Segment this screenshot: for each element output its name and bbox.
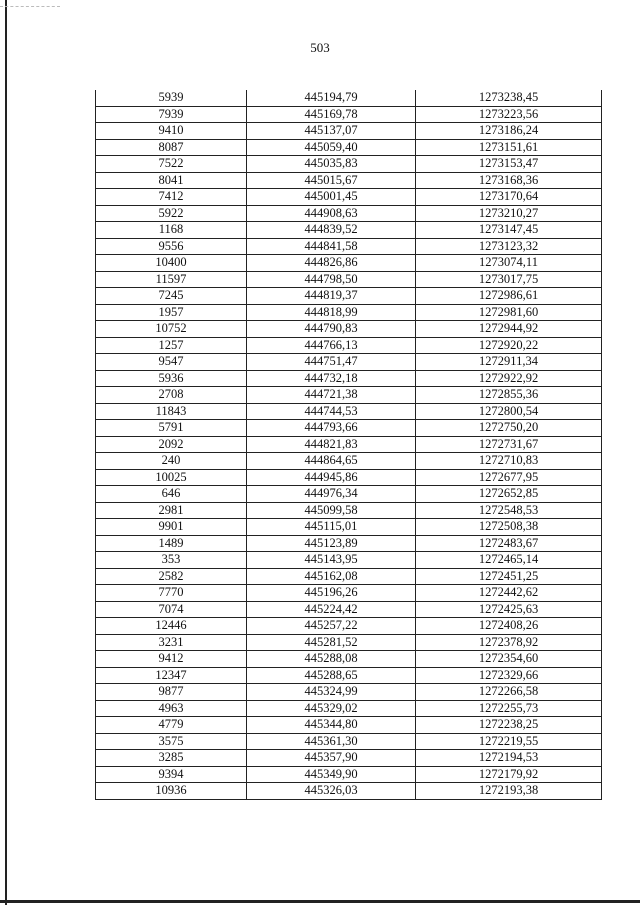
table-row — [96, 634, 602, 651]
y-coordinate-cell: 1273153,47 — [416, 156, 602, 173]
x-coordinate-cell: 445123,89 — [247, 535, 416, 552]
x-coordinate-cell: 444751,47 — [247, 354, 416, 371]
y-coordinate-cell: 1272179,92 — [416, 766, 602, 783]
table-body — [96, 90, 602, 799]
y-coordinate-cell: 1272800,54 — [416, 403, 602, 420]
point-id-cell: 10025 — [96, 469, 247, 486]
point-id-cell: 3285 — [96, 750, 247, 767]
y-coordinate-cell: 1272981,60 — [416, 304, 602, 321]
y-coordinate-cell: 1272710,83 — [416, 453, 602, 470]
y-coordinate-cell: 1273238,45 — [416, 90, 602, 106]
point-id-cell: 4963 — [96, 700, 247, 717]
x-coordinate-cell: 445288,65 — [247, 667, 416, 684]
x-coordinate-cell: 444976,34 — [247, 486, 416, 503]
point-id-cell: 7522 — [96, 156, 247, 173]
y-coordinate-cell: 1272442,62 — [416, 585, 602, 602]
point-id-cell: 7770 — [96, 585, 247, 602]
table-row — [96, 205, 602, 222]
x-coordinate-cell: 444798,50 — [247, 271, 416, 288]
y-coordinate-cell: 1272354,60 — [416, 651, 602, 668]
table-row — [96, 453, 602, 470]
point-id-cell: 2092 — [96, 436, 247, 453]
page-number: 503 — [310, 40, 330, 55]
y-coordinate-cell: 1273223,56 — [416, 106, 602, 123]
x-coordinate-cell: 444839,52 — [247, 222, 416, 239]
point-id-cell: 9410 — [96, 123, 247, 140]
x-coordinate-cell: 444818,99 — [247, 304, 416, 321]
y-coordinate-cell: 1272425,63 — [416, 601, 602, 618]
y-coordinate-cell: 1273210,27 — [416, 205, 602, 222]
table-row — [96, 337, 602, 354]
y-coordinate-cell: 1272483,67 — [416, 535, 602, 552]
point-id-cell: 11843 — [96, 403, 247, 420]
x-coordinate-cell: 444821,83 — [247, 436, 416, 453]
point-id-cell: 9877 — [96, 684, 247, 701]
table-row — [96, 535, 602, 552]
point-id-cell: 1257 — [96, 337, 247, 354]
table-row — [96, 420, 602, 437]
y-coordinate-cell: 1272508,38 — [416, 519, 602, 536]
point-id-cell: 7939 — [96, 106, 247, 123]
x-coordinate-cell: 444945,86 — [247, 469, 416, 486]
point-id-cell: 5922 — [96, 205, 247, 222]
y-coordinate-cell: 1272920,22 — [416, 337, 602, 354]
point-id-cell: 7245 — [96, 288, 247, 305]
table-row — [96, 502, 602, 519]
x-coordinate-cell: 445288,08 — [247, 651, 416, 668]
point-id-cell: 4779 — [96, 717, 247, 734]
y-coordinate-cell: 1272677,95 — [416, 469, 602, 486]
point-id-cell: 3231 — [96, 634, 247, 651]
x-coordinate-cell: 444793,66 — [247, 420, 416, 437]
point-id-cell: 2981 — [96, 502, 247, 519]
coordinates-table — [95, 90, 602, 800]
table-row — [96, 585, 602, 602]
table-row — [96, 238, 602, 255]
x-coordinate-cell: 445143,95 — [247, 552, 416, 569]
x-coordinate-cell: 444766,13 — [247, 337, 416, 354]
point-id-cell: 5936 — [96, 370, 247, 387]
x-coordinate-cell: 445001,45 — [247, 189, 416, 206]
table-row — [96, 354, 602, 371]
table-row — [96, 255, 602, 272]
x-coordinate-cell: 445326,03 — [247, 783, 416, 800]
x-coordinate-cell: 445349,90 — [247, 766, 416, 783]
table-row — [96, 618, 602, 635]
point-id-cell: 10400 — [96, 255, 247, 272]
table-row — [96, 684, 602, 701]
point-id-cell: 8087 — [96, 139, 247, 156]
table-row — [96, 469, 602, 486]
table-row — [96, 568, 602, 585]
table-row — [96, 519, 602, 536]
table-row — [96, 288, 602, 305]
x-coordinate-cell: 445344,80 — [247, 717, 416, 734]
x-coordinate-cell: 445324,99 — [247, 684, 416, 701]
y-coordinate-cell: 1272922,92 — [416, 370, 602, 387]
table-row — [96, 601, 602, 618]
y-coordinate-cell: 1272451,25 — [416, 568, 602, 585]
y-coordinate-cell: 1272944,92 — [416, 321, 602, 338]
x-coordinate-cell: 445361,30 — [247, 733, 416, 750]
y-coordinate-cell: 1272238,25 — [416, 717, 602, 734]
y-coordinate-cell: 1272255,73 — [416, 700, 602, 717]
x-coordinate-cell: 445015,67 — [247, 172, 416, 189]
x-coordinate-cell: 445059,40 — [247, 139, 416, 156]
x-coordinate-cell: 445329,02 — [247, 700, 416, 717]
x-coordinate-cell: 445137,07 — [247, 123, 416, 140]
point-id-cell: 2708 — [96, 387, 247, 404]
y-coordinate-cell: 1272329,66 — [416, 667, 602, 684]
table-row — [96, 321, 602, 338]
table-row — [96, 139, 602, 156]
x-coordinate-cell: 444819,37 — [247, 288, 416, 305]
y-coordinate-cell: 1273151,61 — [416, 139, 602, 156]
table-row — [96, 750, 602, 767]
coordinates-table-container — [95, 90, 598, 800]
table-row — [96, 123, 602, 140]
table-row — [96, 403, 602, 420]
table-row — [96, 304, 602, 321]
x-coordinate-cell: 445224,42 — [247, 601, 416, 618]
point-id-cell: 12446 — [96, 618, 247, 635]
y-coordinate-cell: 1272378,92 — [416, 634, 602, 651]
y-coordinate-cell: 1272194,53 — [416, 750, 602, 767]
x-coordinate-cell: 445169,78 — [247, 106, 416, 123]
point-id-cell: 1168 — [96, 222, 247, 239]
scan-edge-top — [0, 6, 60, 7]
point-id-cell: 353 — [96, 552, 247, 569]
table-row — [96, 700, 602, 717]
x-coordinate-cell: 445162,08 — [247, 568, 416, 585]
table-row — [96, 106, 602, 123]
table-row — [96, 90, 602, 106]
point-id-cell: 7412 — [96, 189, 247, 206]
point-id-cell: 9412 — [96, 651, 247, 668]
x-coordinate-cell: 445357,90 — [247, 750, 416, 767]
table-row — [96, 436, 602, 453]
table-row — [96, 783, 602, 800]
x-coordinate-cell: 444864,65 — [247, 453, 416, 470]
table-row — [96, 222, 602, 239]
x-coordinate-cell: 444721,38 — [247, 387, 416, 404]
table-row — [96, 667, 602, 684]
table-row — [96, 651, 602, 668]
table-row — [96, 189, 602, 206]
x-coordinate-cell: 444744,53 — [247, 403, 416, 420]
y-coordinate-cell: 1272911,34 — [416, 354, 602, 371]
x-coordinate-cell: 445196,26 — [247, 585, 416, 602]
point-id-cell: 8041 — [96, 172, 247, 189]
y-coordinate-cell: 1272548,53 — [416, 502, 602, 519]
y-coordinate-cell: 1272731,67 — [416, 436, 602, 453]
point-id-cell: 10936 — [96, 783, 247, 800]
point-id-cell: 10752 — [96, 321, 247, 338]
point-id-cell: 9394 — [96, 766, 247, 783]
y-coordinate-cell: 1272652,85 — [416, 486, 602, 503]
y-coordinate-cell: 1272986,61 — [416, 288, 602, 305]
y-coordinate-cell: 1273186,24 — [416, 123, 602, 140]
y-coordinate-cell: 1273074,11 — [416, 255, 602, 272]
x-coordinate-cell: 445257,22 — [247, 618, 416, 635]
point-id-cell: 5791 — [96, 420, 247, 437]
y-coordinate-cell: 1272855,36 — [416, 387, 602, 404]
point-id-cell: 3575 — [96, 733, 247, 750]
table-row — [96, 156, 602, 173]
x-coordinate-cell: 445099,58 — [247, 502, 416, 519]
point-id-cell: 5939 — [96, 90, 247, 106]
point-id-cell: 9547 — [96, 354, 247, 371]
table-row — [96, 733, 602, 750]
table-row — [96, 766, 602, 783]
y-coordinate-cell: 1273017,75 — [416, 271, 602, 288]
x-coordinate-cell: 445281,52 — [247, 634, 416, 651]
x-coordinate-cell: 445194,79 — [247, 90, 416, 106]
point-id-cell: 9901 — [96, 519, 247, 536]
scan-edge-bottom — [0, 900, 640, 903]
y-coordinate-cell: 1272408,26 — [416, 618, 602, 635]
x-coordinate-cell: 445115,01 — [247, 519, 416, 536]
y-coordinate-cell: 1273170,64 — [416, 189, 602, 206]
table-row — [96, 370, 602, 387]
x-coordinate-cell: 444732,18 — [247, 370, 416, 387]
table-row — [96, 552, 602, 569]
scan-edge-left — [5, 0, 7, 905]
point-id-cell: 7074 — [96, 601, 247, 618]
table-row — [96, 172, 602, 189]
y-coordinate-cell: 1272750,20 — [416, 420, 602, 437]
x-coordinate-cell: 444908,63 — [247, 205, 416, 222]
y-coordinate-cell: 1272193,38 — [416, 783, 602, 800]
point-id-cell: 12347 — [96, 667, 247, 684]
y-coordinate-cell: 1272219,55 — [416, 733, 602, 750]
x-coordinate-cell: 444826,86 — [247, 255, 416, 272]
point-id-cell: 240 — [96, 453, 247, 470]
point-id-cell: 1957 — [96, 304, 247, 321]
table-row — [96, 387, 602, 404]
x-coordinate-cell: 445035,83 — [247, 156, 416, 173]
y-coordinate-cell: 1272266,58 — [416, 684, 602, 701]
table-row — [96, 717, 602, 734]
x-coordinate-cell: 444790,83 — [247, 321, 416, 338]
y-coordinate-cell: 1273147,45 — [416, 222, 602, 239]
table-row — [96, 271, 602, 288]
point-id-cell: 9556 — [96, 238, 247, 255]
point-id-cell: 646 — [96, 486, 247, 503]
point-id-cell: 2582 — [96, 568, 247, 585]
table-row — [96, 486, 602, 503]
point-id-cell: 11597 — [96, 271, 247, 288]
y-coordinate-cell: 1273168,36 — [416, 172, 602, 189]
x-coordinate-cell: 444841,58 — [247, 238, 416, 255]
point-id-cell: 1489 — [96, 535, 247, 552]
y-coordinate-cell: 1273123,32 — [416, 238, 602, 255]
y-coordinate-cell: 1272465,14 — [416, 552, 602, 569]
